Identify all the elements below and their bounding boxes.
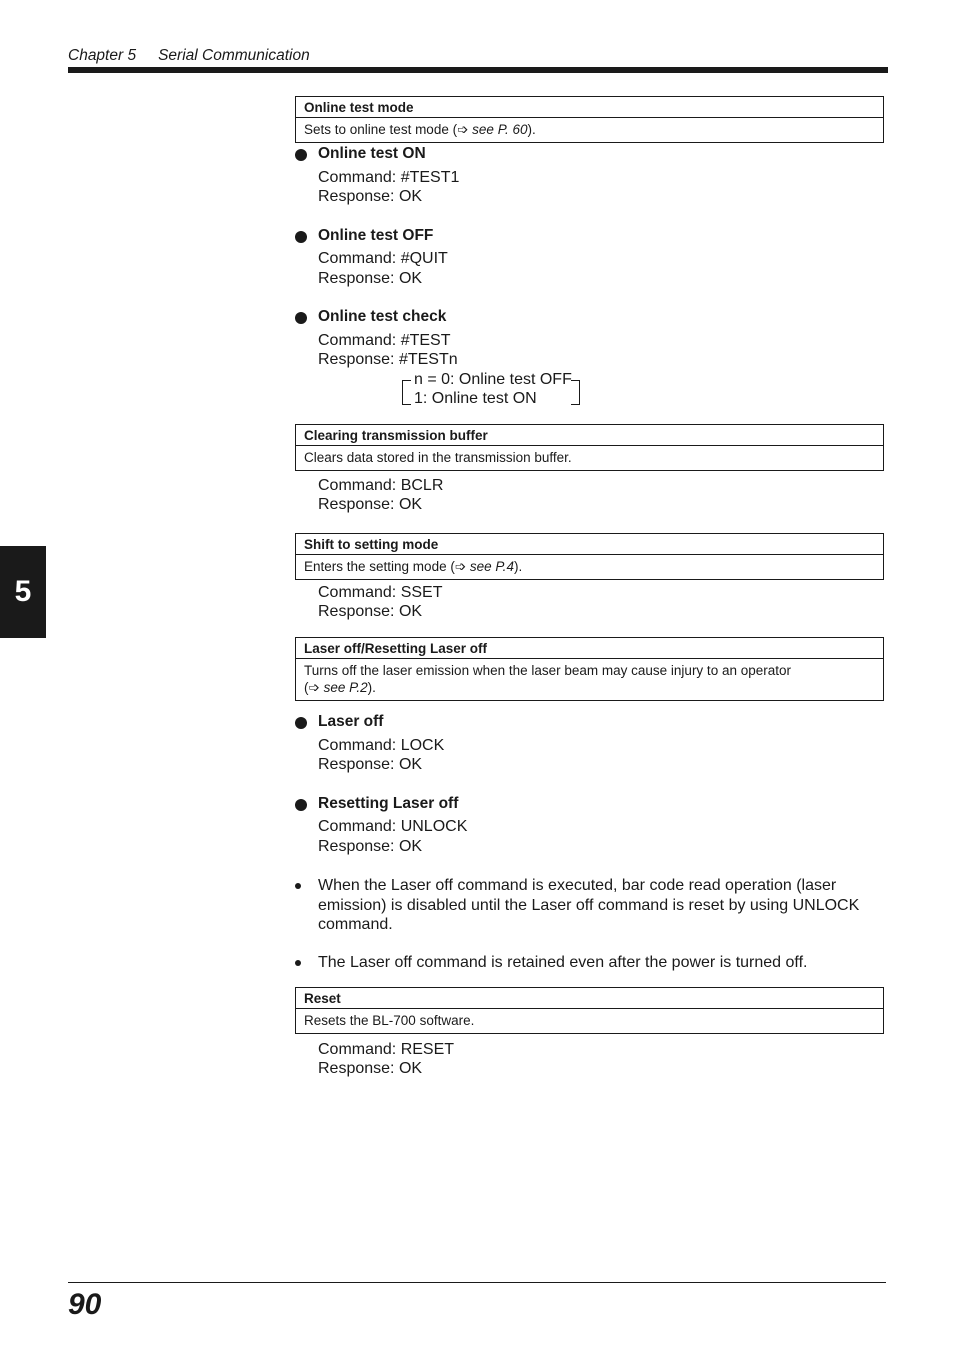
- laser-off-note-2: The Laser off command is retained even after the power is turned off.: [318, 954, 808, 971]
- online-test-box-desc: [296, 118, 883, 142]
- online-test-on-heading: Online test ON: [318, 145, 426, 162]
- pointing-arrow-icon: ➩: [457, 122, 469, 137]
- response-value-off: n = 0: Online test OFF: [414, 371, 572, 388]
- reset-box-desc: Resets the BL-700 software.: [304, 1013, 475, 1028]
- desc-text: Enters the setting mode (: [304, 559, 455, 574]
- setting-mode-response: Response: OK: [318, 603, 423, 620]
- bullet-icon: [295, 883, 301, 889]
- online-test-box-title: Online test mode: [296, 97, 883, 118]
- online-test-off-command: Command: #QUIT: [318, 250, 448, 267]
- bullet-icon: [295, 717, 307, 729]
- desc-text: Turns off the laser emission when the laser beam may cause injury to an operator: [304, 663, 791, 678]
- laser-off-response: Response: OK: [318, 756, 423, 773]
- desc-text: Sets to online test mode (: [304, 122, 458, 137]
- clear-buffer-box-title: Clearing transmission buffer: [296, 425, 883, 446]
- online-test-on-response: Response: OK: [318, 188, 423, 205]
- reset-box: [295, 987, 884, 1034]
- clear-buffer-box: [295, 424, 884, 471]
- reset-box-title: Reset: [296, 988, 883, 1009]
- bracket-left: [402, 380, 411, 405]
- setting-mode-box-desc: [296, 555, 883, 579]
- clear-buffer-box-desc: Clears data stored in the transmission buffer.: [304, 450, 572, 465]
- bullet-icon: [295, 231, 307, 243]
- page-reference: see P.4: [469, 559, 514, 574]
- bullet-icon: [295, 960, 301, 966]
- reset-laser-response: Response: OK: [318, 838, 423, 855]
- pointing-arrow-icon: ➩: [454, 559, 467, 574]
- online-test-off-response: Response: OK: [318, 270, 423, 287]
- online-test-on-command: Command: #TEST1: [318, 169, 460, 186]
- setting-mode-box: [295, 533, 884, 580]
- pointing-arrow-icon: ➩: [308, 680, 320, 695]
- laser-off-box-desc: Turns off the laser emission when the laser beam may cause injury to an operator (➩ see P.2).: [304, 663, 791, 695]
- bullet-icon: [295, 799, 307, 811]
- desc-text-end: .: [372, 680, 376, 695]
- clear-buffer-command: Command: BCLR: [318, 477, 444, 494]
- page-reference: see P. 60: [472, 122, 528, 137]
- online-test-off-heading: Online test OFF: [318, 227, 434, 244]
- bracket-right: [571, 380, 580, 405]
- bullet-icon: [295, 149, 307, 161]
- online-test-check-heading: Online test check: [318, 308, 447, 325]
- laser-off-heading: Laser off: [318, 713, 384, 730]
- desc-text-end: ).: [513, 559, 523, 574]
- response-value-on: 1: Online test ON: [414, 390, 537, 407]
- chapter-tab: 5: [0, 546, 46, 638]
- header-chapter: Chapter 5: [68, 47, 137, 64]
- reset-response: Response: OK: [318, 1060, 423, 1077]
- reset-command: Command: RESET: [318, 1041, 455, 1058]
- page-number: 90: [68, 1288, 102, 1321]
- setting-mode-box-title: Shift to setting mode: [296, 534, 883, 555]
- clear-buffer-response: Response: OK: [318, 496, 423, 513]
- laser-off-note-1: When the Laser off command is executed, bar code read operation (laser emission) is disabled until the Laser off command is reset by using UNLOCK command.: [318, 877, 860, 933]
- page-reference: see P.2: [323, 680, 368, 695]
- running-header: [68, 47, 310, 65]
- laser-off-box-title: Laser off/Resetting Laser off: [296, 638, 883, 659]
- desc-text-end: ).: [527, 122, 536, 137]
- header-rule: [68, 67, 888, 73]
- reset-laser-heading: Resetting Laser off: [318, 795, 459, 812]
- online-test-check-response: Response: #TESTn: [318, 351, 458, 368]
- laser-off-command: Command: LOCK: [318, 737, 445, 754]
- reset-laser-command: Command: UNLOCK: [318, 818, 468, 835]
- laser-off-box: [295, 637, 884, 701]
- online-test-box: [295, 96, 884, 143]
- bullet-icon: [295, 312, 307, 324]
- footer-rule: [68, 1282, 886, 1283]
- online-test-check-command: Command: #TEST: [318, 332, 451, 349]
- setting-mode-command: Command: SSET: [318, 584, 443, 601]
- header-title: Serial Communication: [158, 47, 310, 64]
